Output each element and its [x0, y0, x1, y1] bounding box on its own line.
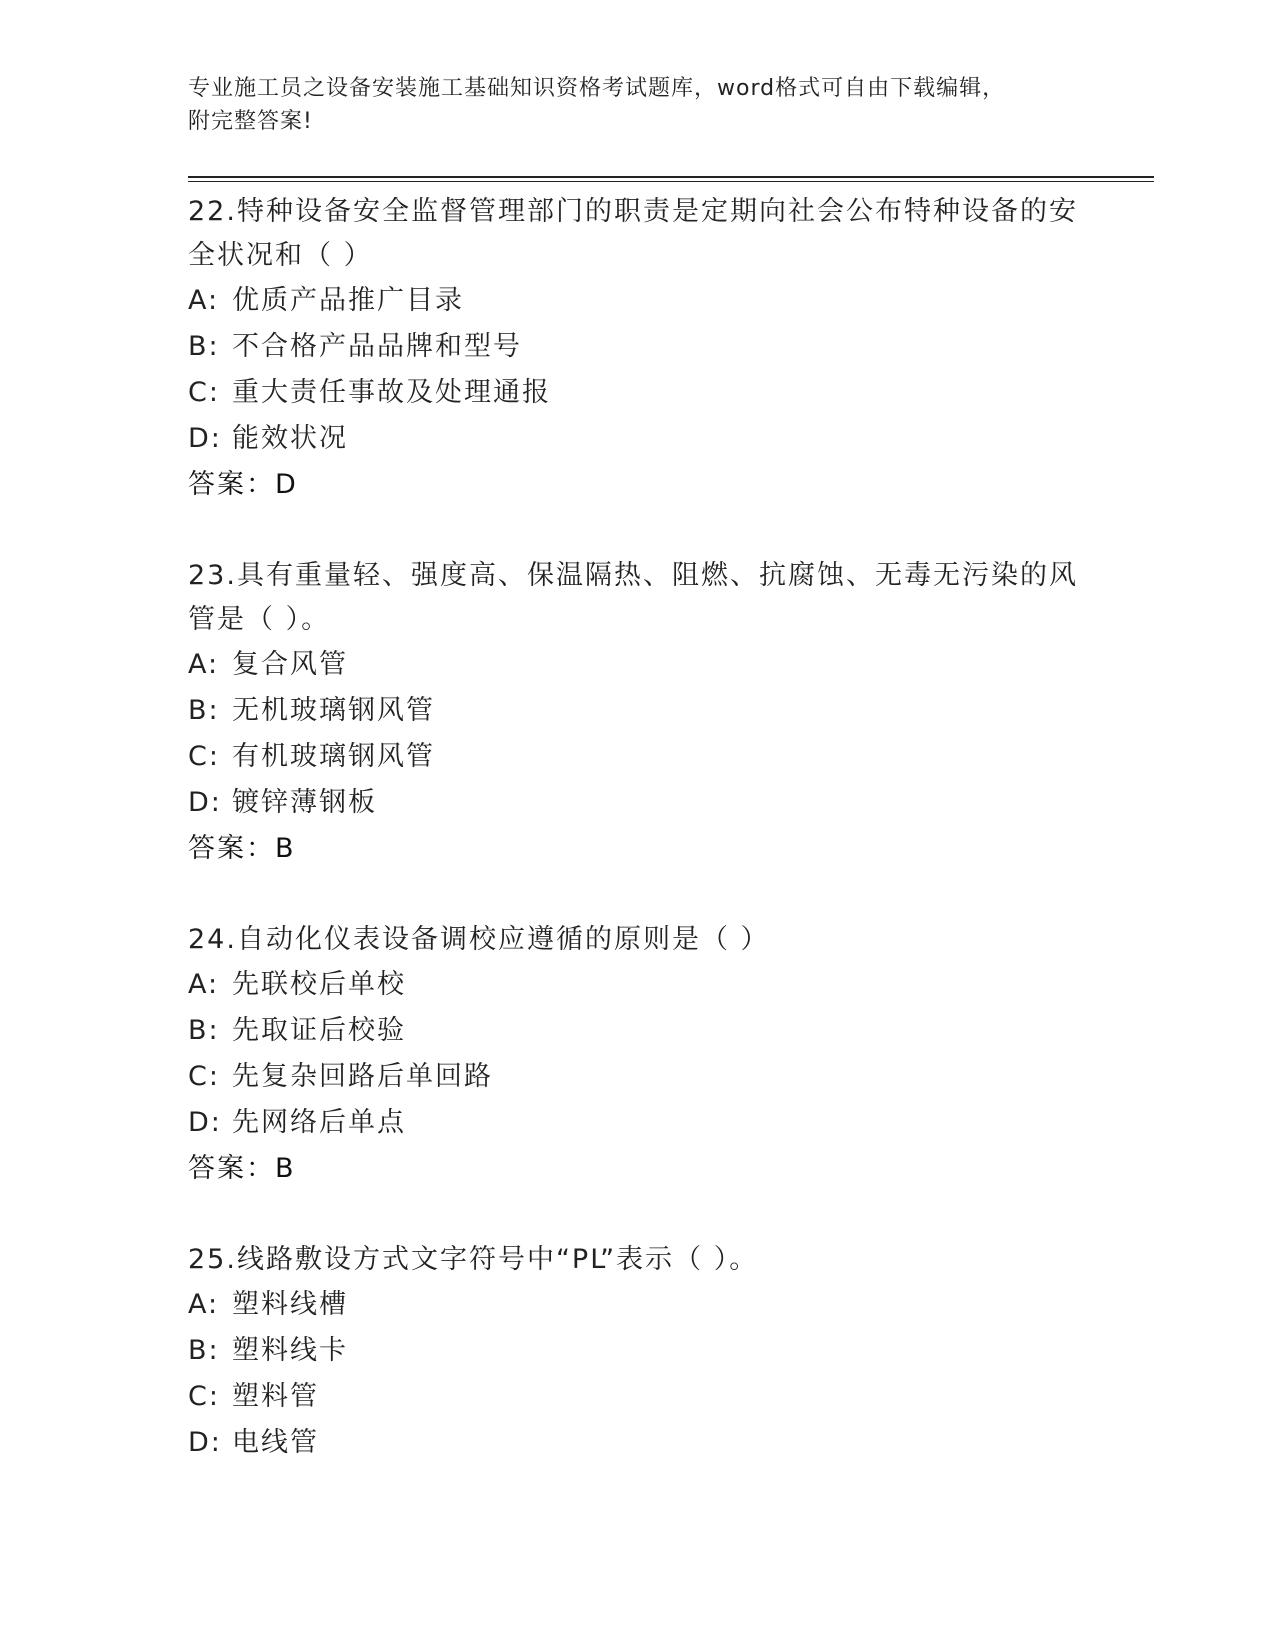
option-text: 不合格产品品牌和型号	[232, 331, 522, 362]
option-letter: D:	[188, 787, 222, 818]
option-b	[188, 1008, 1088, 1054]
option-letter: C:	[188, 1061, 220, 1092]
option-b	[188, 324, 1088, 370]
option-d	[188, 780, 1088, 826]
option-text: 镀锌薄钢板	[232, 787, 377, 818]
option-d	[188, 1100, 1088, 1146]
question-title: 24.自动化仪表设备调校应遵循的原则是（ ）	[188, 924, 770, 955]
option-d	[188, 1420, 1088, 1466]
option-letter: B:	[188, 1335, 220, 1366]
option-letter: A:	[188, 1289, 220, 1320]
option-text: 无机玻璃钢风管	[232, 695, 435, 726]
option-text: 先取证后校验	[232, 1015, 406, 1046]
question-24	[188, 918, 1088, 1192]
option-a	[188, 962, 1088, 1008]
option-text: 电线管	[232, 1427, 319, 1458]
option-text: 有机玻璃钢风管	[232, 741, 435, 772]
option-c	[188, 1054, 1088, 1100]
option-text: 先复杂回路后单回路	[232, 1061, 493, 1092]
option-text: 塑料线槽	[232, 1289, 348, 1320]
question-title: 23.具有重量轻、强度高、保温隔热、阻燃、抗腐蚀、无毒无污染的风	[188, 560, 1078, 591]
question-title-continued: 全状况和（ ）	[188, 240, 373, 271]
option-letter: A:	[188, 969, 220, 1000]
option-letter: B:	[188, 331, 220, 362]
option-c	[188, 1374, 1088, 1420]
header-line-2: 附完整答案!	[188, 109, 313, 134]
option-a	[188, 278, 1088, 324]
option-text: 复合风管	[232, 649, 348, 680]
option-c	[188, 370, 1088, 416]
document-header	[188, 72, 1088, 138]
question-22	[188, 190, 1088, 508]
option-letter: A:	[188, 649, 220, 680]
answer: 答案：B	[188, 1153, 296, 1184]
option-c	[188, 734, 1088, 780]
answer: 答案：D	[188, 469, 298, 500]
answer: 答案：B	[188, 833, 296, 864]
option-a	[188, 642, 1088, 688]
option-text: 优质产品推广目录	[232, 285, 464, 316]
option-letter: D:	[188, 1427, 222, 1458]
question-title: 22.特种设备安全监督管理部门的职责是定期向社会公布特种设备的安	[188, 196, 1078, 227]
option-d	[188, 416, 1088, 462]
option-letter: C:	[188, 741, 220, 772]
option-a	[188, 1282, 1088, 1328]
option-letter: C:	[188, 1381, 220, 1412]
option-text: 能效状况	[232, 423, 348, 454]
question-title: 25.线路敷设方式文字符号中“PL”表示（ ）。	[188, 1244, 759, 1275]
option-letter: D:	[188, 1107, 222, 1138]
question-25	[188, 1238, 1088, 1466]
option-text: 塑料线卡	[232, 1335, 348, 1366]
option-letter: C:	[188, 377, 220, 408]
question-23	[188, 554, 1088, 872]
option-letter: B:	[188, 695, 220, 726]
option-letter: B:	[188, 1015, 220, 1046]
question-title-continued: 管是（ ）。	[188, 604, 331, 635]
option-text: 先联校后单校	[232, 969, 406, 1000]
header-divider-thick	[188, 176, 1154, 178]
option-b	[188, 1328, 1088, 1374]
header-line-1: 专业施工员之设备安装施工基础知识资格考试题库，word格式可自由下载编辑，	[188, 76, 1006, 101]
option-text: 重大责任事故及处理通报	[232, 377, 551, 408]
option-letter: A:	[188, 285, 220, 316]
option-b	[188, 688, 1088, 734]
header-divider-thin	[188, 181, 1154, 182]
option-letter: D:	[188, 423, 222, 454]
option-text: 塑料管	[232, 1381, 319, 1412]
option-text: 先网络后单点	[232, 1107, 406, 1138]
